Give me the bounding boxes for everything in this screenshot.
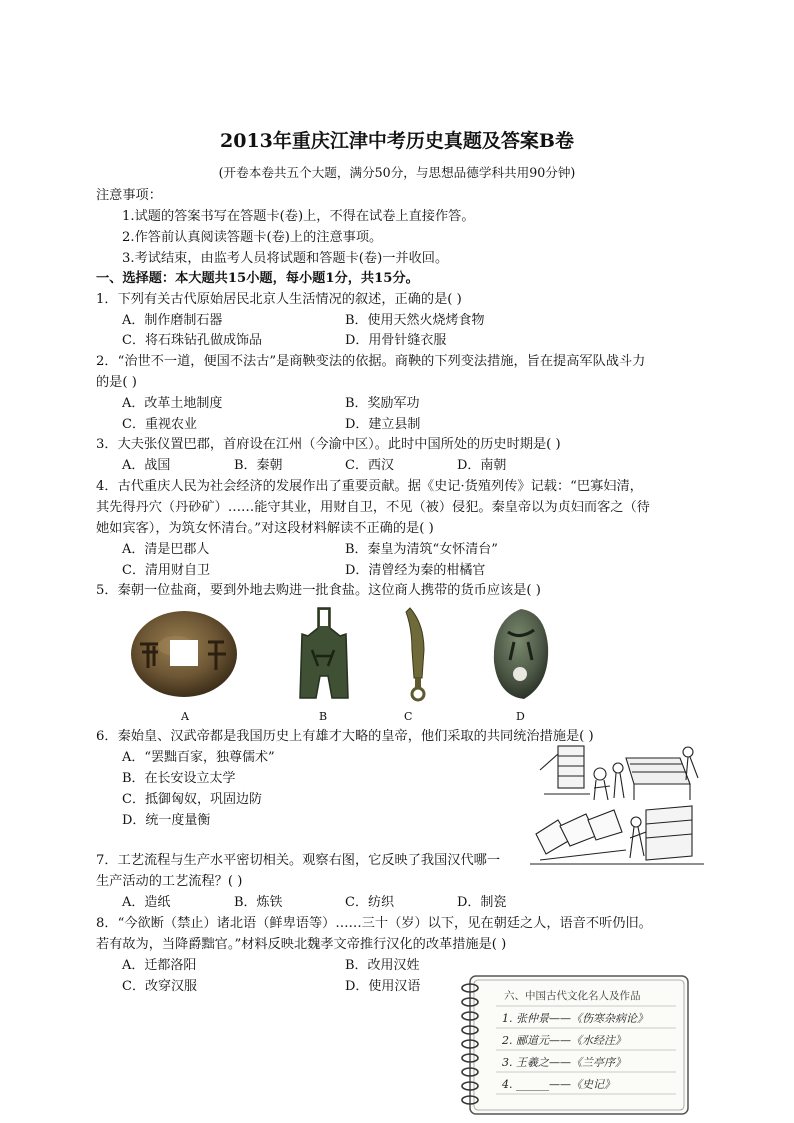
q2-option-d: D．建立县制	[345, 417, 421, 432]
q4-option-a: A．清是巴郡人	[122, 542, 210, 557]
q3-option-c: C．西汉	[345, 458, 394, 473]
question-6-stem: 6．秦始皇、汉武帝都是我国历史上有雄才大略的皇帝，他们采取的共同统治措施是( )	[96, 729, 594, 744]
papermaking-process-illustration	[530, 740, 704, 872]
q3-option-d: D．南朝	[457, 458, 507, 473]
notebook-item: 2. 郦道元——《水经注》	[502, 1034, 626, 1047]
q7-option-a: A．造纸	[122, 895, 171, 910]
coin-label-a: A	[181, 710, 189, 723]
q6-option-b: B．在长安设立太学	[122, 771, 236, 786]
notice-item: 3.考试结束，由监考人员将试题和答题卡(卷)一并收回。	[122, 251, 449, 266]
question-8-stem: 8．“今欲断（禁止）诸北语（鲜卑语等）……三十（岁）以下，见在朝廷之人，语音不听仍旧。	[96, 916, 652, 931]
q3-option-a: A．战国	[122, 458, 171, 473]
q8-option-a: A．迁都洛阳	[122, 958, 197, 973]
q2-option-a: A．改革土地制度	[122, 396, 223, 411]
q6-option-d: D．统一度量衡	[122, 813, 211, 828]
question-4-stem-cont: 其先得丹穴（丹砂矿）……能守其业，用财自卫，不见（被）侵犯。秦皇帝以为贞妇而客之（待	[96, 500, 650, 515]
page-title: 2013年重庆江津中考历史真题及答案B卷	[220, 130, 574, 152]
section-heading: 一、选择题：本大题共15小题，每小题1分，共15分。	[96, 271, 419, 286]
page-subtitle: (开卷本卷共五个大题，满分50分，与思想品德学科共用90分钟)	[218, 165, 576, 180]
coin-antnose-image	[490, 606, 552, 702]
notice-heading: 注意事项：	[96, 188, 162, 203]
q7-option-c: C．纺织	[345, 895, 394, 910]
question-7-stem: 7．工艺流程与生产水平密切相关。观察右图，它反映了我国汉代哪一	[96, 853, 501, 868]
q1-option-d: D．用骨针缝衣服	[345, 333, 447, 348]
q1-option-a: A．制作磨制石器	[122, 313, 223, 328]
q7-option-b: B．炼铁	[234, 895, 283, 910]
notice-item: 1.试题的答案书写在答题卡(卷)上，不得在试卷上直接作答。	[122, 209, 475, 224]
coin-label-c: C	[404, 710, 413, 723]
notebook-item: 1. 张仲景——《伤寒杂病论》	[502, 1012, 648, 1025]
coin-label-d: D	[516, 710, 525, 723]
q1-option-b: B．使用天然火烧烤食物	[345, 313, 485, 328]
notebook-item: 3. 王羲之——《兰亭序》	[502, 1056, 626, 1069]
q4-option-c: C．清用财自卫	[122, 563, 210, 578]
q8-option-d: D．使用汉语	[345, 979, 421, 994]
notebook-illustration	[456, 972, 692, 1118]
notebook-heading: 六、中国古代文化名人及作品	[504, 990, 641, 1002]
notebook-item: 4. ______——《史记》	[502, 1078, 615, 1091]
question-4-stem-cont: 她如宾客），为筑女怀清台。”对这段材料解读不正确的是( )	[96, 521, 434, 536]
notice-item: 2.作答前认真阅读答题卡(卷)上的注意事项。	[122, 230, 383, 245]
question-8-stem-cont: 若有故为，当降爵黜官。”材料反映北魏孝文帝推行汉化的改革措施是( )	[96, 937, 507, 952]
q2-option-c: C．重视农业	[122, 417, 197, 432]
coin-knife-image	[402, 606, 432, 702]
question-2-stem: 2．“治世不一道，便国不法古”是商鞅变法的依据。商鞅的下列变法措施，旨在提高军队战斗力	[96, 354, 646, 369]
q3-option-b: B．秦朝	[234, 458, 283, 473]
q2-option-b: B．奖励军功	[345, 396, 420, 411]
question-5-stem: 5．秦朝一位盐商，要到外地去购进一批食盐。这位商人携带的货币应该是( )	[96, 583, 541, 598]
q6-option-c: C．抵御匈奴，巩固边防	[122, 792, 262, 807]
question-3-stem: 3．大夫张仪置巴郡，首府设在江州（今渝中区）。此时中国所处的历史时期是( )	[96, 437, 561, 452]
q8-option-b: B．改用汉姓	[345, 958, 420, 973]
coin-label-b: B	[319, 710, 328, 723]
q4-option-d: D．清曾经为秦的柑橘官	[345, 563, 486, 578]
q1-option-c: C．将石珠钻孔做成饰品	[122, 333, 262, 348]
coin-spade-image	[296, 606, 352, 704]
q7-option-d: D．制瓷	[457, 895, 507, 910]
q4-option-b: B．秦皇为清筑“女怀清台”	[345, 542, 498, 557]
question-4-stem: 4．古代重庆人民为社会经济的发展作出了重要贡献。据《史记·货殖列传》记载：“巴寡妇清，	[96, 479, 643, 494]
question-1-stem: 1．下列有关古代原始居民北京人生活情况的叙述，正确的是( )	[96, 292, 462, 307]
question-7-stem-cont: 生产活动的工艺流程？( )	[96, 874, 243, 889]
coin-banliang-image	[128, 608, 240, 700]
q8-option-c: C．改穿汉服	[122, 979, 197, 994]
question-2-stem-cont: 的是( )	[96, 375, 137, 390]
q6-option-a: A．“罢黜百家，独尊儒术”	[122, 750, 275, 765]
